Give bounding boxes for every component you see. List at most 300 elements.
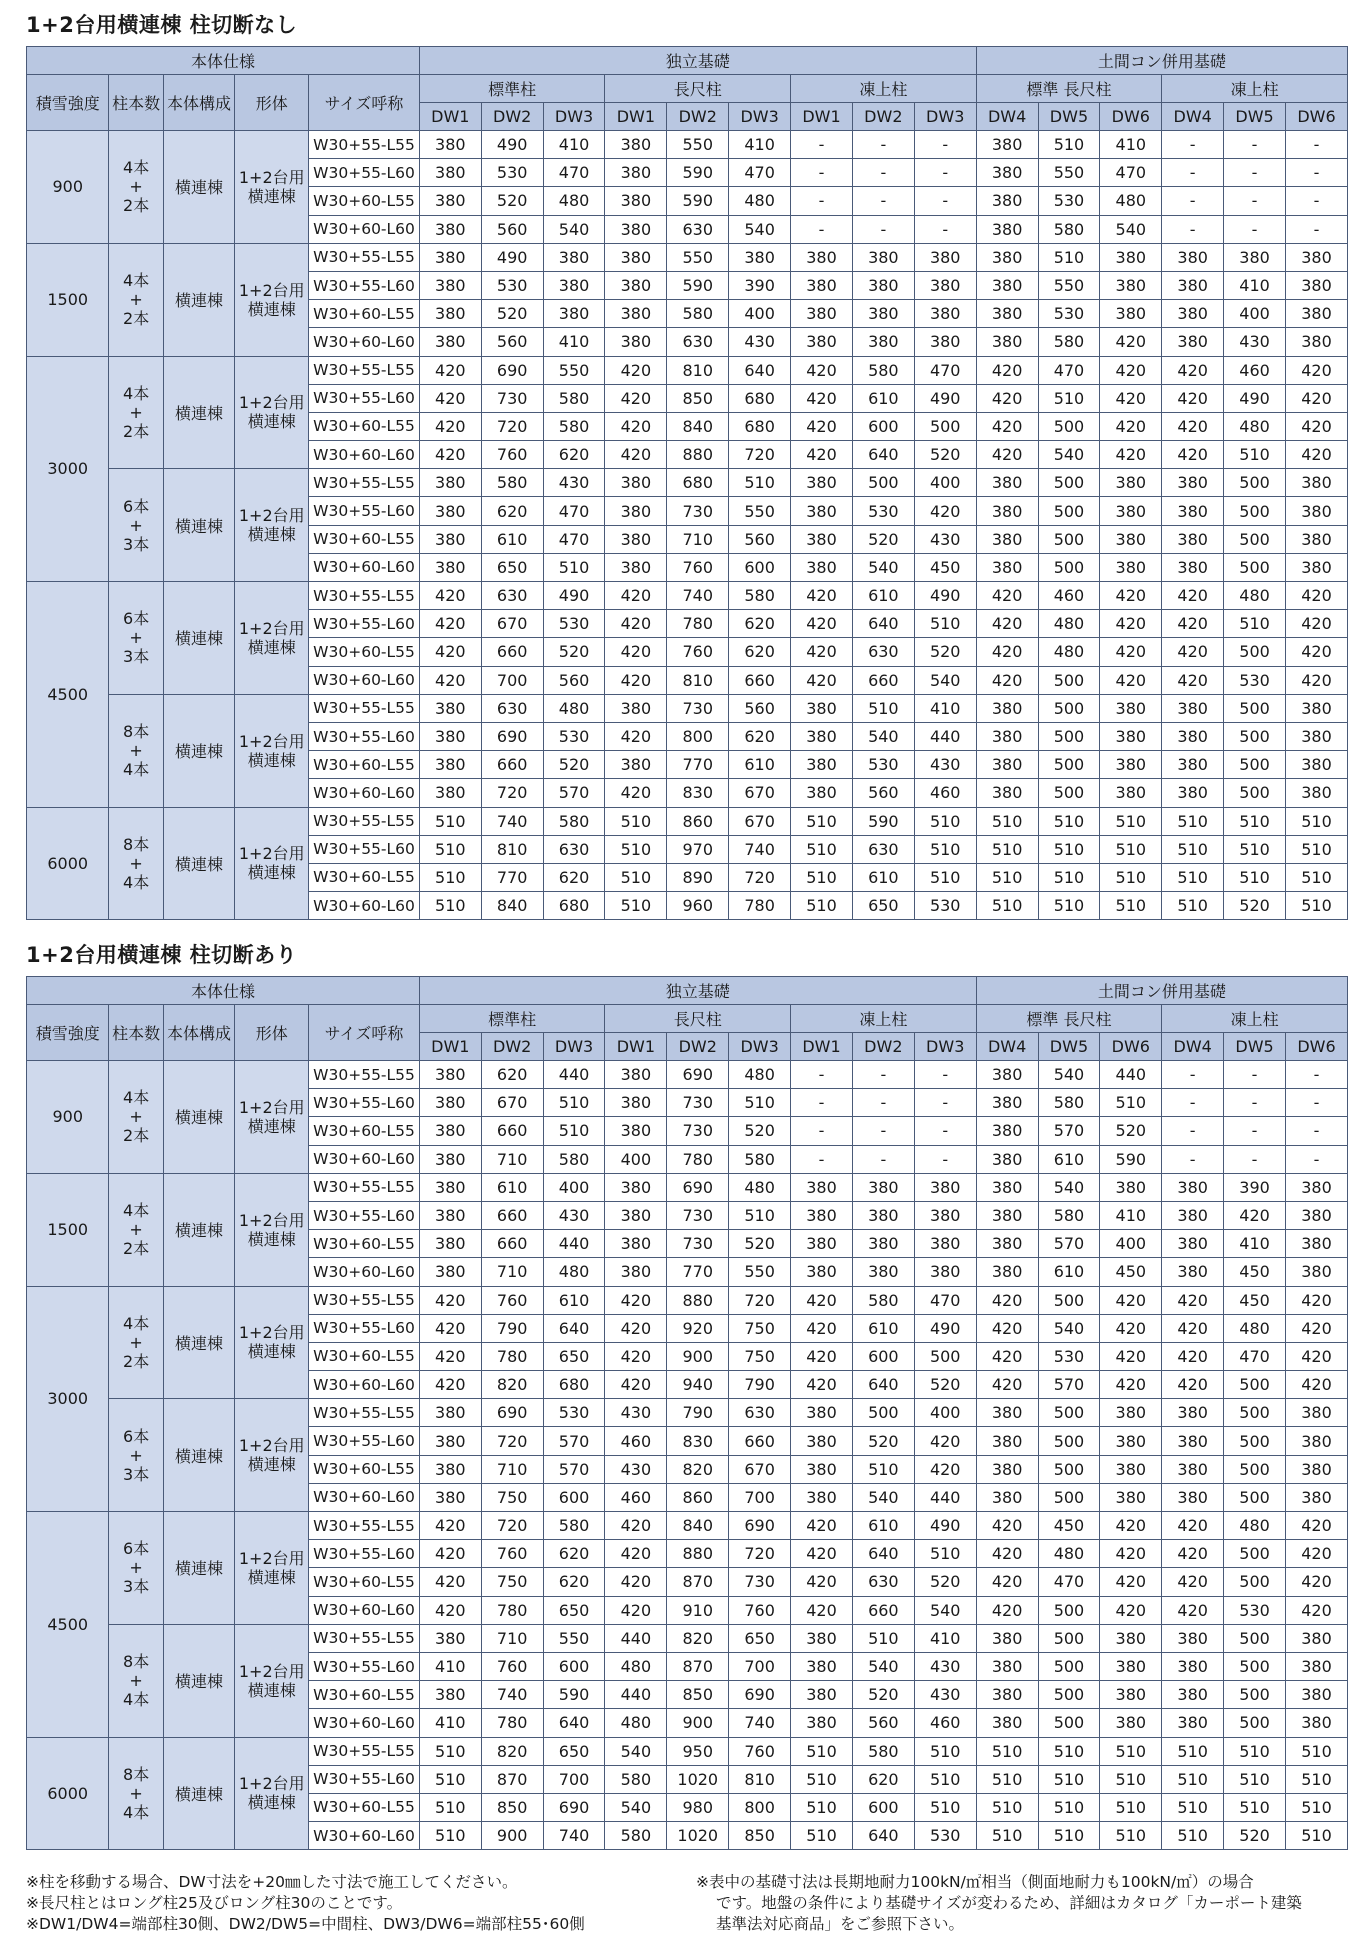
value-cell: 500	[1038, 779, 1100, 807]
value-cell: 570	[543, 1427, 605, 1455]
value-cell: 690	[543, 1793, 605, 1821]
value-cell: 380	[1100, 1427, 1162, 1455]
value-cell: 680	[729, 384, 791, 412]
value-cell: 420	[914, 1455, 976, 1483]
size-name-cell: W30+60-L60	[309, 1145, 420, 1173]
value-cell: 400	[1224, 300, 1286, 328]
value-cell: 420	[605, 666, 667, 694]
post-count-cell	[109, 807, 163, 920]
post-count-line: +	[129, 402, 143, 422]
form-line: 横連棟	[247, 1455, 296, 1475]
value-cell: 380	[914, 1173, 976, 1201]
value-cell: 470	[543, 525, 605, 553]
value-cell: 510	[419, 807, 481, 835]
value-cell: 480	[1100, 187, 1162, 215]
header-dw: DW4	[976, 1033, 1038, 1061]
value-cell: 380	[1285, 1455, 1347, 1483]
size-name-cell: W30+60-L55	[309, 1117, 420, 1145]
value-cell: 500	[1224, 553, 1286, 581]
value-cell: 380	[1100, 751, 1162, 779]
value-cell: -	[1162, 215, 1224, 243]
value-cell: 510	[791, 1793, 853, 1821]
value-cell: 500	[1038, 1624, 1100, 1652]
value-cell: 380	[1100, 694, 1162, 722]
value-cell: 570	[1038, 1371, 1100, 1399]
value-cell: 380	[852, 328, 914, 356]
value-cell: 500	[1038, 1709, 1100, 1737]
header-dw: DW5	[1224, 1033, 1286, 1061]
size-name-cell: W30+55-L60	[309, 497, 420, 525]
value-cell: 510	[1162, 1737, 1224, 1765]
value-cell: -	[791, 1145, 853, 1173]
value-cell: 380	[791, 1709, 853, 1737]
value-cell: 440	[605, 1681, 667, 1709]
value-cell: 460	[1224, 356, 1286, 384]
value-cell: 700	[543, 1765, 605, 1793]
header-dw: DW6	[1285, 1033, 1347, 1061]
value-cell: 830	[667, 779, 729, 807]
value-cell: 510	[1285, 807, 1347, 835]
table-row	[27, 1624, 1348, 1652]
value-cell: 630	[543, 835, 605, 863]
value-cell: 480	[729, 1061, 791, 1089]
value-cell: 420	[1285, 1286, 1347, 1314]
value-cell: 620	[481, 497, 543, 525]
value-cell: 840	[481, 892, 543, 920]
structure-cell: 横連棟	[163, 694, 235, 807]
value-cell: 420	[791, 1286, 853, 1314]
value-cell: 610	[1038, 1258, 1100, 1286]
value-cell: 500	[1038, 553, 1100, 581]
value-cell: 380	[419, 1201, 481, 1229]
size-name-cell: W30+60-L60	[309, 666, 420, 694]
header-post-type: 凍上柱	[1162, 75, 1348, 103]
form	[235, 1323, 308, 1361]
value-cell: 380	[791, 300, 853, 328]
value-cell: 470	[1038, 1568, 1100, 1596]
value-cell: 380	[976, 1455, 1038, 1483]
form-cell	[235, 694, 309, 807]
value-cell: 620	[543, 1540, 605, 1568]
value-cell: 510	[1285, 1793, 1347, 1821]
header-spec: 本体仕様	[27, 977, 420, 1005]
header-post-type: 標準柱	[419, 1005, 605, 1033]
form-line: 横連棟	[247, 637, 296, 657]
post-count	[109, 384, 162, 441]
value-cell: 880	[667, 441, 729, 469]
size-name-cell: W30+60-L60	[309, 892, 420, 920]
value-cell: 510	[1285, 1737, 1347, 1765]
value-cell: 460	[605, 1427, 667, 1455]
value-cell: 1020	[667, 1765, 729, 1793]
value-cell: -	[852, 215, 914, 243]
value-cell: 650	[543, 1596, 605, 1624]
value-cell: 580	[543, 807, 605, 835]
value-cell: 420	[1100, 638, 1162, 666]
form	[235, 1436, 308, 1474]
value-cell: 380	[852, 1201, 914, 1229]
form	[235, 1211, 308, 1249]
value-cell: 470	[543, 159, 605, 187]
value-cell: 870	[481, 1765, 543, 1793]
value-cell: 610	[852, 1512, 914, 1540]
size-name-cell: W30+60-L55	[309, 751, 420, 779]
value-cell: 510	[729, 469, 791, 497]
value-cell: 530	[1038, 187, 1100, 215]
value-cell: 510	[1162, 1822, 1224, 1850]
value-cell: 650	[729, 1624, 791, 1652]
value-cell: 380	[1285, 497, 1347, 525]
value-cell: 570	[1038, 1117, 1100, 1145]
post-count	[109, 1088, 162, 1145]
value-cell: 420	[791, 1342, 853, 1370]
value-cell: 380	[1162, 300, 1224, 328]
value-cell: 690	[481, 1399, 543, 1427]
value-cell: 380	[419, 131, 481, 159]
value-cell: 900	[667, 1342, 729, 1370]
value-cell: -	[914, 187, 976, 215]
table-row	[27, 131, 1348, 159]
post-count-cell	[109, 1399, 163, 1512]
value-cell: 530	[1038, 300, 1100, 328]
form-cell	[235, 1624, 309, 1737]
value-cell: 430	[914, 525, 976, 553]
value-cell: 580	[543, 1145, 605, 1173]
post-count	[109, 1314, 162, 1371]
value-cell: 680	[543, 1371, 605, 1399]
value-cell: 380	[1162, 1709, 1224, 1737]
value-cell: 380	[1162, 469, 1224, 497]
value-cell: 380	[419, 300, 481, 328]
value-cell: -	[1224, 1117, 1286, 1145]
value-cell: 380	[1162, 243, 1224, 271]
value-cell: 720	[481, 412, 543, 440]
value-cell: 510	[1038, 892, 1100, 920]
value-cell: 480	[1224, 1314, 1286, 1342]
value-cell: -	[791, 159, 853, 187]
value-cell: -	[852, 1117, 914, 1145]
value-cell: 750	[729, 1314, 791, 1342]
value-cell: 380	[605, 751, 667, 779]
value-cell: 600	[852, 1342, 914, 1370]
value-cell: 420	[1100, 1596, 1162, 1624]
value-cell: 600	[852, 1793, 914, 1821]
value-cell: 510	[419, 1737, 481, 1765]
form	[235, 1549, 308, 1587]
post-count-line: 4本	[123, 872, 150, 892]
post-count-line: +	[129, 1220, 143, 1240]
post-count-line: 2本	[123, 1351, 150, 1371]
value-cell: 520	[481, 300, 543, 328]
value-cell: -	[791, 215, 853, 243]
post-count-cell	[109, 243, 163, 356]
value-cell: 420	[791, 1596, 853, 1624]
value-cell: 380	[791, 694, 853, 722]
value-cell: 380	[1100, 300, 1162, 328]
value-cell: 380	[543, 271, 605, 299]
value-cell: 780	[729, 892, 791, 920]
value-cell: 420	[976, 638, 1038, 666]
size-name-cell: W30+60-L60	[309, 215, 420, 243]
value-cell: 660	[852, 1596, 914, 1624]
value-cell: 400	[543, 1173, 605, 1201]
post-count	[109, 835, 162, 892]
value-cell: 380	[1100, 1624, 1162, 1652]
value-cell: -	[791, 131, 853, 159]
value-cell: -	[791, 187, 853, 215]
value-cell: -	[791, 1061, 853, 1089]
value-cell: 380	[1285, 1681, 1347, 1709]
value-cell: 380	[976, 1709, 1038, 1737]
header-dw: DW3	[729, 103, 791, 131]
value-cell: 380	[1162, 1652, 1224, 1680]
value-cell: 610	[481, 525, 543, 553]
value-cell: 380	[1100, 1681, 1162, 1709]
value-cell: 510	[791, 807, 853, 835]
value-cell: 660	[729, 1427, 791, 1455]
value-cell: 420	[1285, 1314, 1347, 1342]
snow-strength-cell: 1500	[27, 243, 109, 356]
value-cell: 420	[791, 1568, 853, 1596]
post-count	[109, 1201, 162, 1258]
value-cell: -	[1162, 1117, 1224, 1145]
value-cell: 420	[605, 1540, 667, 1568]
value-cell: 500	[1038, 666, 1100, 694]
size-name-cell: W30+60-L55	[309, 1230, 420, 1258]
value-cell: 380	[1100, 1399, 1162, 1427]
value-cell: 380	[419, 215, 481, 243]
value-cell: 500	[1038, 469, 1100, 497]
post-count-line: 2本	[123, 309, 150, 329]
value-cell: -	[791, 1117, 853, 1145]
value-cell: 380	[605, 271, 667, 299]
value-cell: 420	[1162, 638, 1224, 666]
value-cell: 780	[481, 1342, 543, 1370]
form-line: 横連棟	[247, 186, 296, 206]
value-cell: 380	[1162, 1399, 1224, 1427]
value-cell: 500	[1224, 1652, 1286, 1680]
value-cell: 510	[1224, 610, 1286, 638]
structure-cell: 横連棟	[163, 131, 235, 244]
form-cell	[235, 1737, 309, 1850]
value-cell: 510	[1285, 1765, 1347, 1793]
value-cell: 540	[852, 722, 914, 750]
structure-cell: 横連棟	[163, 1173, 235, 1286]
value-cell: 620	[729, 610, 791, 638]
size-name-cell: W30+55-L60	[309, 1765, 420, 1793]
value-cell: 380	[1285, 779, 1347, 807]
value-cell: 380	[976, 694, 1038, 722]
size-name-cell: W30+55-L60	[309, 610, 420, 638]
post-count-line: +	[129, 1671, 143, 1691]
value-cell: 580	[852, 356, 914, 384]
value-cell: 500	[1224, 469, 1286, 497]
value-cell: 510	[1038, 863, 1100, 891]
value-cell: 380	[976, 1230, 1038, 1258]
size-name-cell: W30+60-L55	[309, 525, 420, 553]
value-cell: 380	[1162, 779, 1224, 807]
header-dw: DW2	[667, 1033, 729, 1061]
value-cell: 510	[914, 610, 976, 638]
value-cell: 380	[1162, 1230, 1224, 1258]
value-cell: 620	[543, 1568, 605, 1596]
value-cell: 510	[1162, 835, 1224, 863]
value-cell: 530	[914, 1822, 976, 1850]
form-line: 横連棟	[247, 1680, 296, 1700]
value-cell: 510	[1100, 1793, 1162, 1821]
value-cell: 510	[729, 1089, 791, 1117]
value-cell: 520	[481, 187, 543, 215]
value-cell: -	[1285, 131, 1347, 159]
value-cell: 530	[481, 159, 543, 187]
value-cell: 420	[1162, 1540, 1224, 1568]
value-cell: 630	[667, 328, 729, 356]
value-cell: 380	[605, 553, 667, 581]
value-cell: 510	[1038, 835, 1100, 863]
value-cell: 380	[1100, 1709, 1162, 1737]
value-cell: 740	[667, 582, 729, 610]
value-cell: 550	[1038, 159, 1100, 187]
value-cell: 540	[852, 1652, 914, 1680]
value-cell: 430	[914, 751, 976, 779]
form-line: 横連棟	[247, 750, 296, 770]
value-cell: 520	[1224, 892, 1286, 920]
value-cell: -	[1224, 1089, 1286, 1117]
value-cell: -	[1285, 1117, 1347, 1145]
value-cell: 380	[1285, 525, 1347, 553]
value-cell: 380	[605, 1201, 667, 1229]
value-cell: 480	[729, 187, 791, 215]
value-cell: 510	[852, 1624, 914, 1652]
table-title: 1+2台用横連棟 柱切断なし	[26, 13, 298, 37]
value-cell: 540	[1100, 215, 1162, 243]
value-cell: 510	[419, 1793, 481, 1821]
size-name-cell: W30+55-L55	[309, 1399, 420, 1427]
value-cell: 720	[481, 779, 543, 807]
post-count-line: 4本	[123, 1802, 150, 1822]
value-cell: 500	[1038, 694, 1100, 722]
value-cell: 580	[543, 412, 605, 440]
size-name-cell: W30+55-L60	[309, 1201, 420, 1229]
post-count-line: 4本	[123, 1201, 150, 1221]
value-cell: 380	[852, 243, 914, 271]
value-cell: 530	[1224, 1596, 1286, 1624]
value-cell: 380	[1162, 328, 1224, 356]
value-cell: 730	[667, 1089, 729, 1117]
value-cell: 710	[481, 1624, 543, 1652]
value-cell: 840	[667, 412, 729, 440]
post-count-line: +	[129, 177, 143, 197]
value-cell: 530	[1224, 666, 1286, 694]
value-cell: 380	[1162, 1455, 1224, 1483]
value-cell: 540	[1038, 1314, 1100, 1342]
value-cell: 510	[605, 892, 667, 920]
value-cell: 380	[1285, 328, 1347, 356]
value-cell: 500	[1224, 1371, 1286, 1399]
form-line: 横連棟	[247, 863, 296, 883]
value-cell: 380	[914, 1230, 976, 1258]
value-cell: 380	[976, 751, 1038, 779]
value-cell: 510	[1224, 1765, 1286, 1793]
value-cell: 380	[976, 1399, 1038, 1427]
value-cell: 500	[1224, 525, 1286, 553]
value-cell: 380	[976, 1681, 1038, 1709]
value-cell: 380	[1162, 497, 1224, 525]
value-cell: 500	[1224, 1709, 1286, 1737]
value-cell: 880	[667, 1286, 729, 1314]
value-cell: 430	[729, 328, 791, 356]
header-post-type: 長尺柱	[605, 75, 791, 103]
post-count-line: +	[129, 853, 143, 873]
value-cell: 420	[1162, 356, 1224, 384]
value-cell: 380	[976, 300, 1038, 328]
value-cell: 410	[543, 328, 605, 356]
value-cell: 500	[1224, 638, 1286, 666]
value-cell: 500	[1224, 1624, 1286, 1652]
header-post-type: 長尺柱	[605, 1005, 791, 1033]
value-cell: 620	[481, 1061, 543, 1089]
form-line: 1+2台用	[238, 1774, 305, 1794]
value-cell: 520	[729, 1117, 791, 1145]
value-cell: 380	[605, 328, 667, 356]
value-cell: 560	[852, 1709, 914, 1737]
header-independent-foundation: 独立基礎	[419, 977, 976, 1005]
value-cell: 400	[914, 1399, 976, 1427]
value-cell: 400	[1100, 1230, 1162, 1258]
value-cell: 690	[481, 356, 543, 384]
value-cell: 380	[605, 497, 667, 525]
value-cell: 420	[1100, 328, 1162, 356]
form-line: 1+2台用	[238, 167, 305, 187]
value-cell: 380	[976, 271, 1038, 299]
value-cell: 420	[605, 610, 667, 638]
value-cell: 420	[1285, 441, 1347, 469]
value-cell: 450	[1100, 1258, 1162, 1286]
value-cell: 510	[791, 1737, 853, 1765]
size-name-cell: W30+55-L55	[309, 243, 420, 271]
value-cell: 580	[729, 582, 791, 610]
size-name-cell: W30+60-L55	[309, 1681, 420, 1709]
form-line: 1+2台用	[238, 1436, 305, 1456]
header-structure: 本体構成	[163, 75, 235, 131]
value-cell: 520	[914, 638, 976, 666]
snow-strength-cell: 4500	[27, 1512, 109, 1738]
value-cell: 380	[419, 187, 481, 215]
structure-cell: 横連棟	[163, 1399, 235, 1512]
value-cell: 580	[605, 1765, 667, 1793]
value-cell: 860	[667, 807, 729, 835]
value-cell: 380	[419, 1455, 481, 1483]
value-cell: 380	[605, 187, 667, 215]
value-cell: 470	[543, 497, 605, 525]
value-cell: 380	[1285, 694, 1347, 722]
post-count	[109, 609, 162, 666]
form-cell	[235, 356, 309, 469]
post-count	[109, 1765, 162, 1822]
table-row	[27, 356, 1348, 384]
value-cell: 510	[914, 1540, 976, 1568]
value-cell: 490	[1224, 384, 1286, 412]
value-cell: 530	[543, 1399, 605, 1427]
post-count-line: +	[129, 741, 143, 761]
value-cell: 420	[976, 412, 1038, 440]
value-cell: 900	[667, 1709, 729, 1737]
value-cell: 380	[1100, 779, 1162, 807]
value-cell: 510	[1100, 892, 1162, 920]
form	[235, 281, 308, 319]
value-cell: 390	[1224, 1173, 1286, 1201]
value-cell: 430	[914, 1681, 976, 1709]
